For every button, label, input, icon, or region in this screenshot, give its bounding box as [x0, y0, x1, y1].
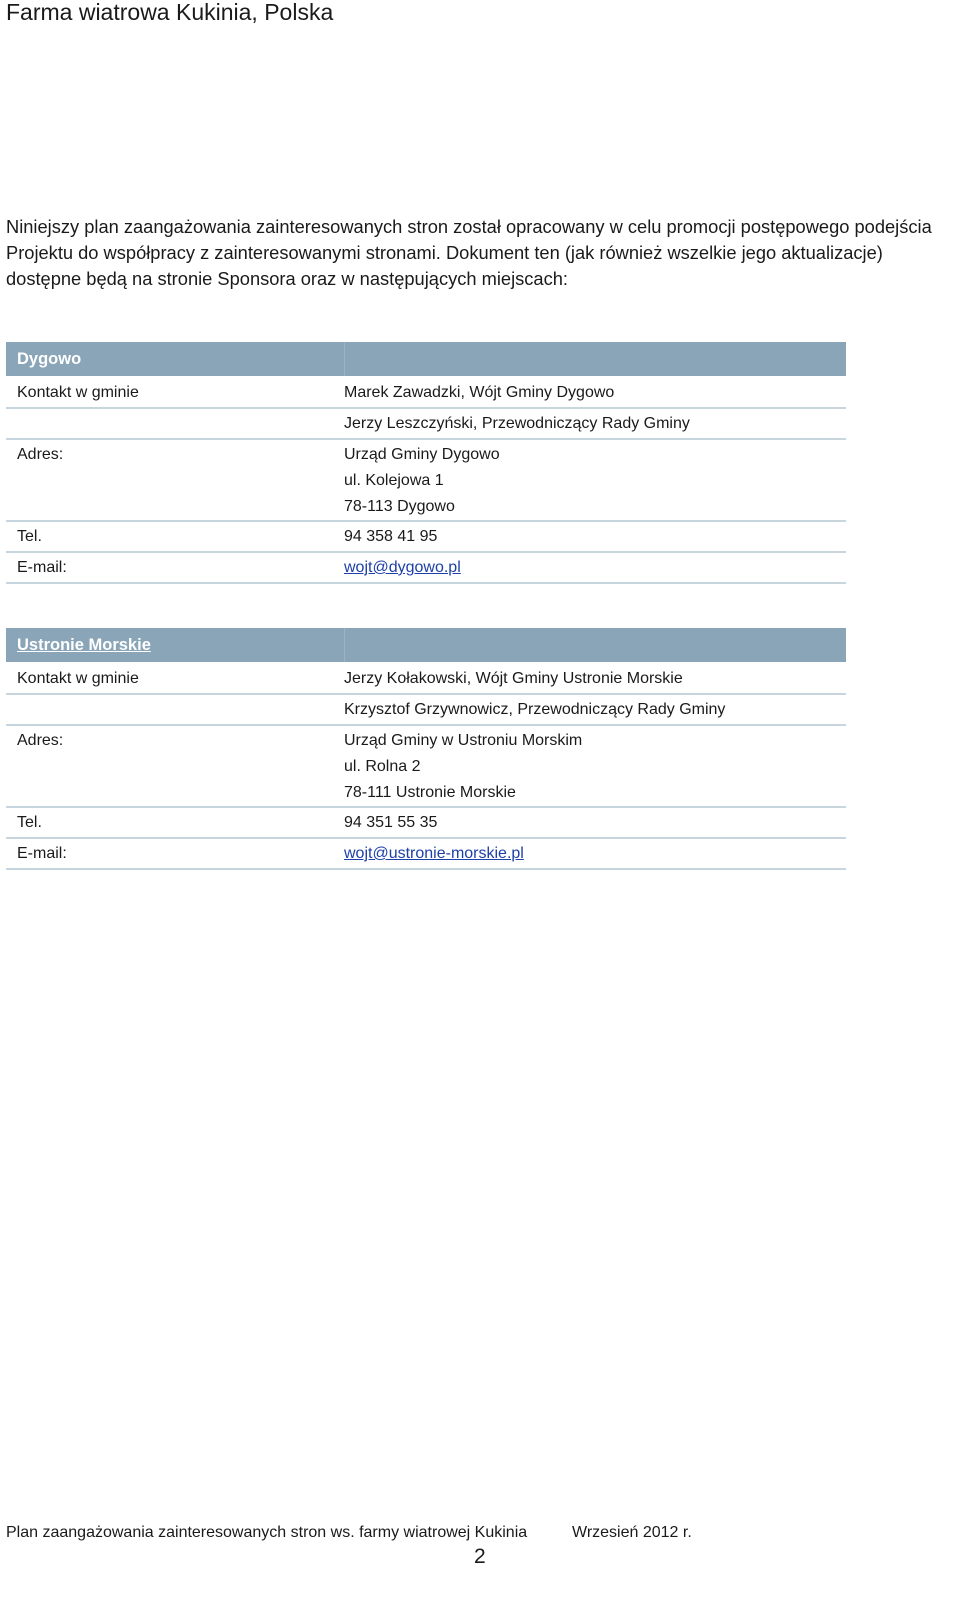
- address-line-1: Urząd Gminy Dygowo: [344, 446, 500, 463]
- contact-table-dygowo: [6, 342, 846, 584]
- empty-label: [6, 694, 344, 725]
- empty-label: [6, 408, 344, 439]
- table-row: [6, 807, 846, 838]
- municipality-name: Dygowo: [6, 342, 344, 377]
- address-block: [344, 439, 846, 521]
- table-row: [6, 408, 846, 439]
- header-spacer: [344, 342, 846, 377]
- email-cell: [344, 838, 846, 869]
- contact-person-2: Jerzy Leszczyński, Przewodniczący Rady Gminy: [344, 408, 846, 439]
- municipality-name-cell: [6, 628, 344, 663]
- address-line-1: Urząd Gminy w Ustroniu Morskim: [344, 732, 583, 749]
- table-row: [6, 663, 846, 694]
- header-spacer: [344, 628, 846, 663]
- table-row: [6, 439, 846, 521]
- contact-label: Kontakt w gminie: [6, 377, 344, 408]
- tel-value: 94 351 55 35: [344, 807, 846, 838]
- table-row: [6, 838, 846, 869]
- page-title: Farma wiatrowa Kukinia, Polska: [6, 0, 334, 25]
- address-block: [344, 725, 846, 807]
- footer-date: Wrzesień 2012 r.: [572, 1524, 692, 1541]
- email-cell: [344, 552, 846, 583]
- table-row: [6, 725, 846, 807]
- address-line-2: ul. Rolna 2: [344, 758, 421, 775]
- address-label: Adres:: [6, 439, 344, 521]
- email-label: E-mail:: [6, 838, 344, 869]
- table-header-row: [6, 628, 846, 663]
- contact-person-1: Jerzy Kołakowski, Wójt Gminy Ustronie Morskie: [344, 663, 846, 694]
- intro-paragraph: Niniejszy plan zaangażowania zainteresowanych stron został opracowany w celu promocji postępowego podejścia Projektu do współpracy z zainteresowanymi stronami. Dokument ten (jak również wszelkie jego aktualizacje) dostępne będą na stronie Sponsora oraz w następujących miejscach:: [6, 216, 932, 289]
- address-line-2: ul. Kolejowa 1: [344, 472, 444, 489]
- tel-label: Tel.: [6, 807, 344, 838]
- footer-text: Plan zaangażowania zainteresowanych stron ws. farmy wiatrowej Kukinia: [6, 1524, 528, 1541]
- table-header-row: [6, 342, 846, 377]
- address-line-3: 78-111 Ustronie Morskie: [344, 784, 516, 801]
- contact-person-1: Marek Zawadzki, Wójt Gminy Dygowo: [344, 377, 846, 408]
- email-link[interactable]: wojt@ustronie-morskie.pl: [344, 845, 524, 862]
- table-row: [6, 521, 846, 552]
- page-number: 2: [474, 1545, 486, 1568]
- table-row: [6, 552, 846, 583]
- email-link[interactable]: wojt@dygowo.pl: [344, 559, 461, 576]
- municipality-name-link[interactable]: Ustronie Morskie: [17, 635, 151, 654]
- contact-person-2: Krzysztof Grzywnowicz, Przewodniczący Rady Gminy: [344, 694, 846, 725]
- tel-value: 94 358 41 95: [344, 521, 846, 552]
- address-line-3: 78-113 Dygowo: [344, 498, 455, 515]
- tel-label: Tel.: [6, 521, 344, 552]
- contact-table-ustronie: [6, 628, 846, 870]
- email-label: E-mail:: [6, 552, 344, 583]
- table-row: [6, 694, 846, 725]
- contact-label: Kontakt w gminie: [6, 663, 344, 694]
- address-label: Adres:: [6, 725, 344, 807]
- table-row: [6, 377, 846, 408]
